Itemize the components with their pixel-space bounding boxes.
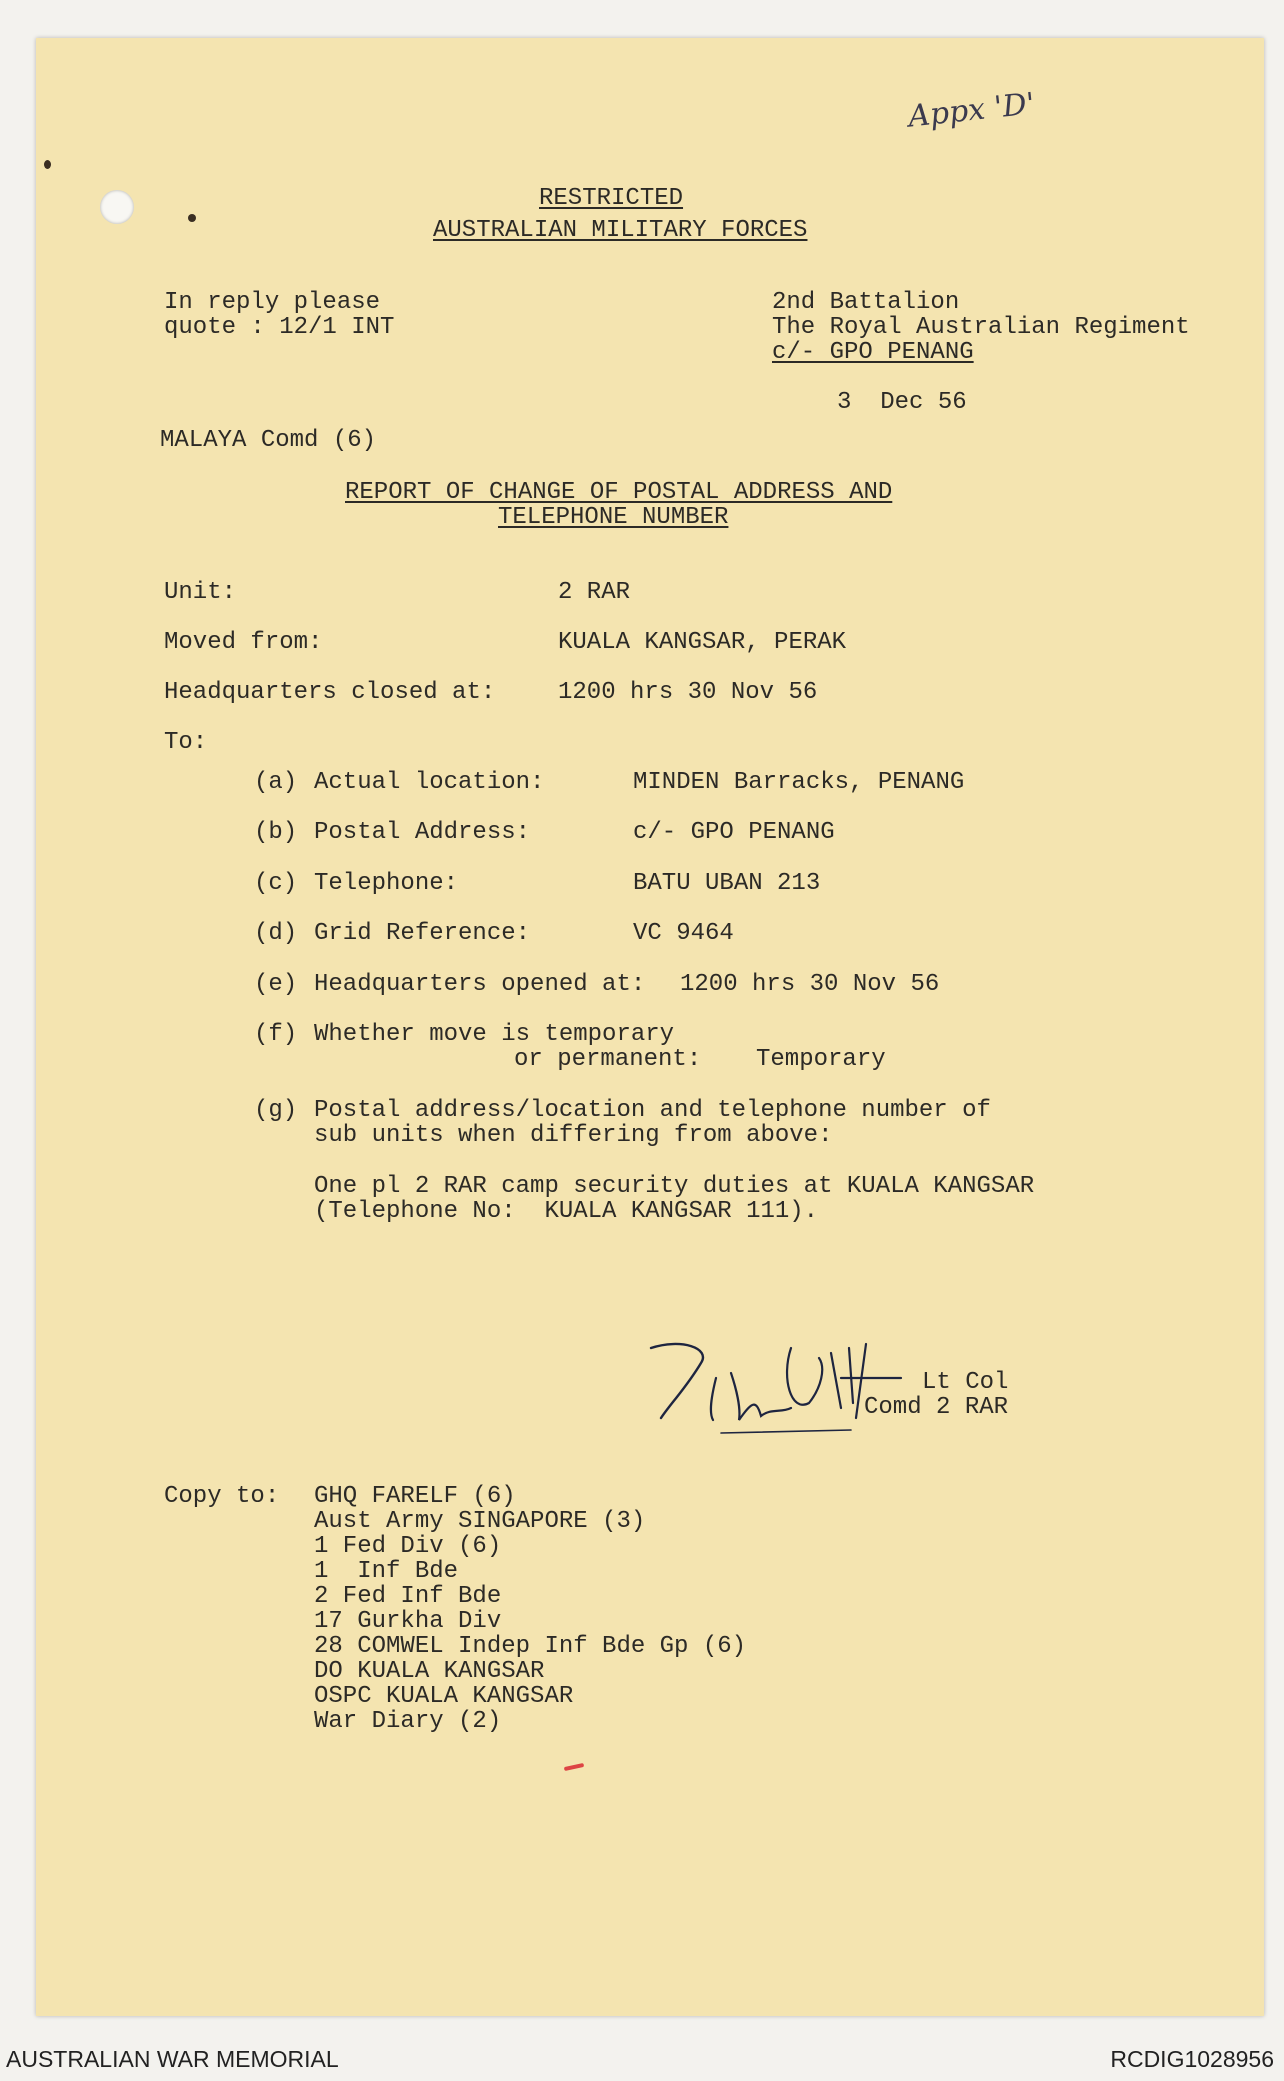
copy-recipient: DO KUALA KANGSAR (314, 1658, 545, 1685)
item-mark: (c) (254, 870, 298, 897)
item-g-line-1: Postal address/location and telephone number of (314, 1097, 991, 1124)
field-value: 2 RAR (558, 579, 631, 606)
signatory-rank: Lt Col (922, 1369, 1009, 1396)
to-label: To: (164, 729, 208, 756)
item-mark: (b) (254, 819, 298, 846)
sender-line-2: The Royal Australian Regiment (772, 314, 1190, 341)
copy-recipient: 1 Inf Bde (314, 1558, 459, 1585)
item-g-line-2: sub units when differing from above: (314, 1122, 833, 1149)
field-label: Headquarters closed at: (164, 679, 496, 706)
item-g-detail-2: (Telephone No: KUALA KANGSAR 111). (314, 1198, 819, 1225)
document-sheet (36, 38, 1264, 2016)
ink-spot (44, 160, 51, 169)
subject-line-2: TELEPHONE NUMBER (498, 504, 729, 531)
item-value: c/- GPO PENANG (633, 819, 835, 846)
item-f-line-2: or permanent: (514, 1046, 702, 1073)
red-tick-mark (564, 1763, 584, 1771)
signatory-appointment: Comd 2 RAR (864, 1394, 1009, 1421)
item-value: VC 9464 (633, 920, 734, 947)
item-value: 1200 hrs 30 Nov 56 (680, 971, 940, 998)
item-mark: (e) (254, 971, 298, 998)
field-value: 1200 hrs 30 Nov 56 (558, 679, 818, 706)
reference-line-1: In reply please (164, 289, 381, 316)
punch-hole (100, 190, 134, 224)
item-mark: (f) (254, 1021, 298, 1048)
copy-recipient: GHQ FARELF (6) (314, 1483, 516, 1510)
copy-recipient: 1 Fed Div (6) (314, 1533, 502, 1560)
footer-catalogue-id: RCDIG1028956 (1110, 2046, 1274, 2072)
field-value: KUALA KANGSAR, PERAK (558, 629, 847, 656)
copy-recipient: Aust Army SINGAPORE (3) (314, 1508, 646, 1535)
item-mark: (g) (254, 1097, 298, 1124)
item-mark: (a) (254, 769, 298, 796)
copy-recipient: War Diary (2) (314, 1708, 502, 1735)
item-g-detail-1: One pl 2 RAR camp security duties at KUALA KANGSAR (314, 1173, 1035, 1200)
field-label: Unit: (164, 579, 237, 606)
item-f-line-1: Whether move is temporary (314, 1021, 675, 1048)
reference-line-2: quote : 12/1 INT (164, 314, 395, 341)
copy-recipient: 17 Gurkha Div (314, 1608, 502, 1635)
organisation-heading: AUSTRALIAN MILITARY FORCES (433, 217, 808, 244)
footer-source: AUSTRALIAN WAR MEMORIAL (6, 2046, 339, 2072)
field-label: Moved from: (164, 629, 323, 656)
addressee: MALAYA Comd (6) (160, 427, 377, 454)
copy-to-label: Copy to: (164, 1483, 280, 1510)
item-f-value: Temporary (756, 1046, 886, 1073)
letter-date: 3 Dec 56 (837, 389, 967, 416)
item-label: Headquarters opened at: (314, 971, 646, 998)
item-value: BATU UBAN 213 (633, 870, 821, 897)
ink-spot (188, 214, 196, 222)
copy-recipient: 2 Fed Inf Bde (314, 1583, 502, 1610)
classification-heading: RESTRICTED (539, 185, 684, 212)
copy-recipient: OSPC KUALA KANGSAR (314, 1683, 574, 1710)
item-label: Postal Address: (314, 819, 531, 846)
copy-recipient: 28 COMWEL Indep Inf Bde Gp (6) (314, 1633, 747, 1660)
item-value: MINDEN Barracks, PENANG (633, 769, 965, 796)
item-label: Actual location: (314, 769, 545, 796)
sender-line-1: 2nd Battalion (772, 289, 960, 316)
appendix-annotation: Appx 'D' (906, 86, 1037, 135)
item-label: Telephone: (314, 870, 459, 897)
subject-line-1: REPORT OF CHANGE OF POSTAL ADDRESS AND (345, 479, 893, 506)
item-mark: (d) (254, 920, 298, 947)
item-label: Grid Reference: (314, 920, 531, 947)
sender-line-3: c/- GPO PENANG (772, 339, 974, 366)
